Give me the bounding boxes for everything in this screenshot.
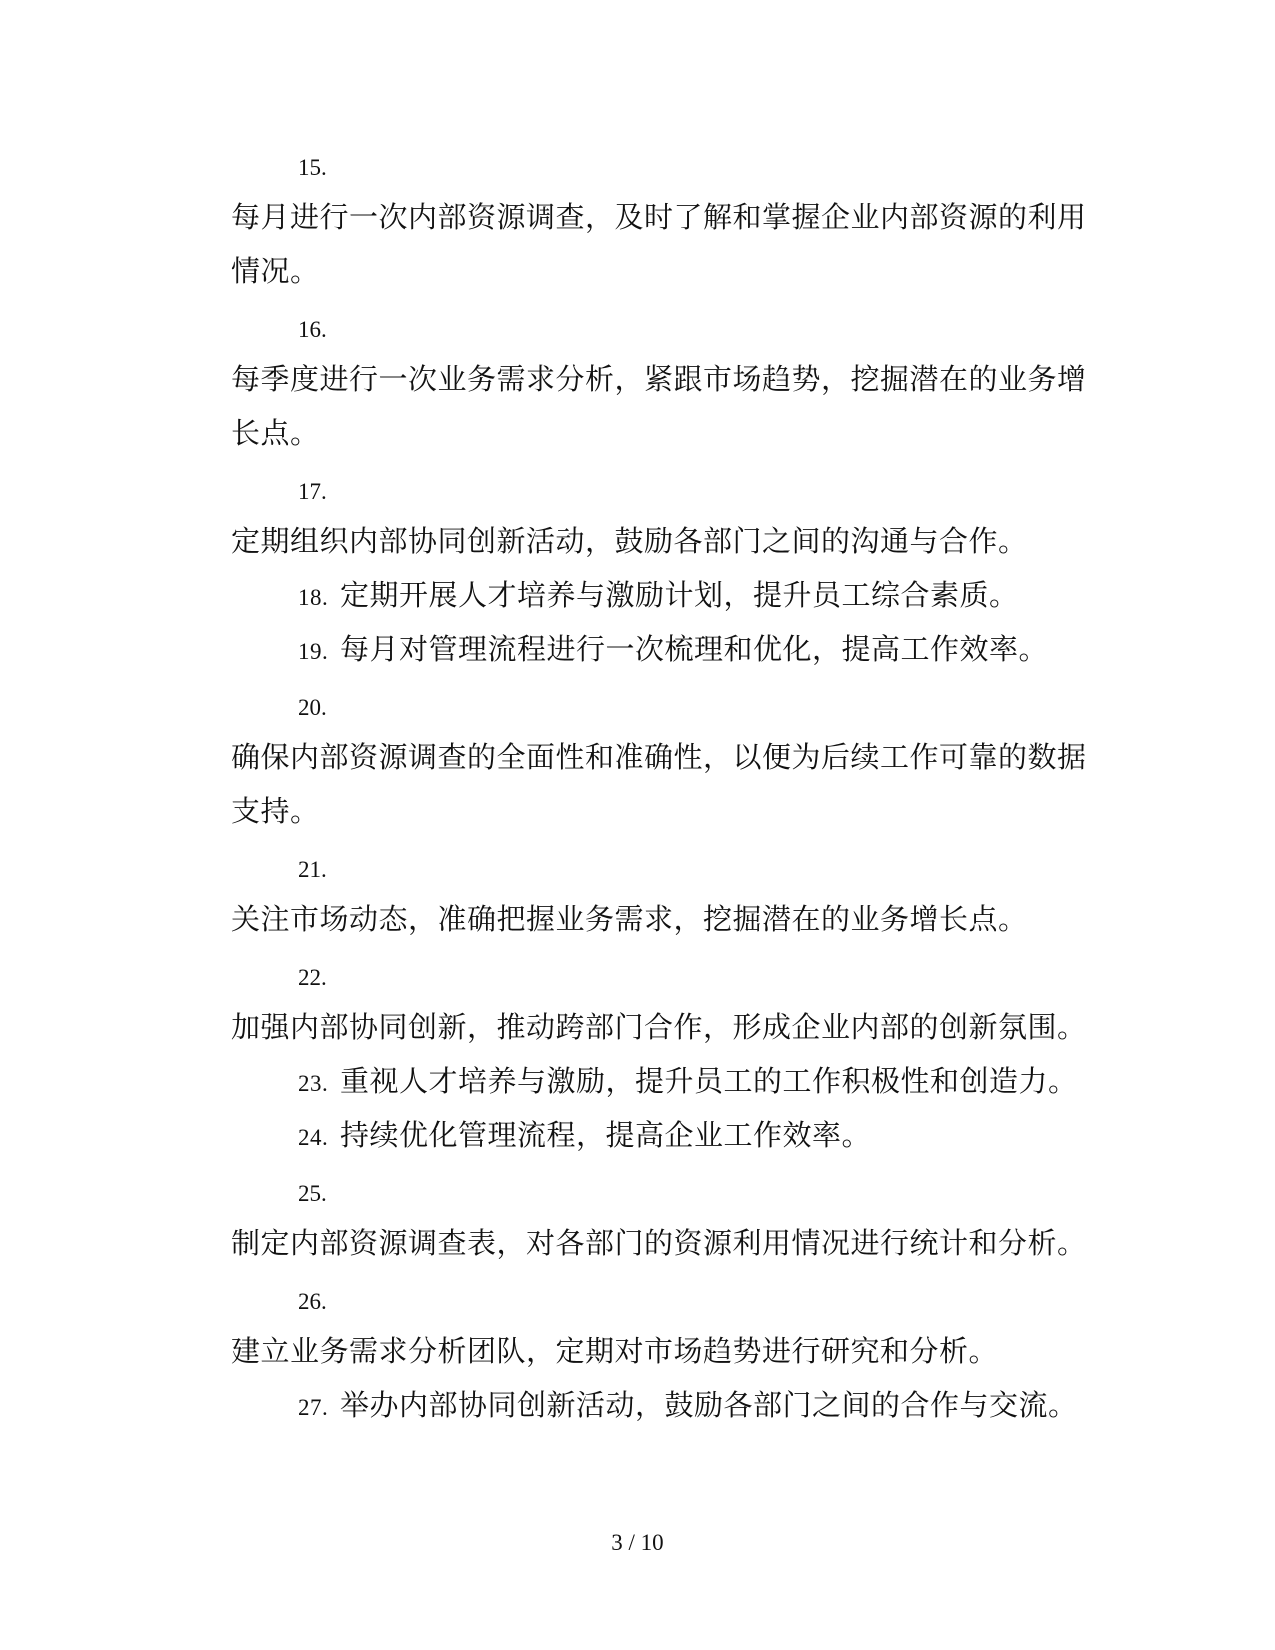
list-item bbox=[298, 632, 1049, 666]
item-number: 20. bbox=[298, 695, 327, 720]
paragraph-line: 关注市场动态，准确把握业务需求，挖掘潜在的业务增长点。 bbox=[231, 902, 1028, 936]
paragraph-line: 定期组织内部协同创新活动，鼓励各部门之间的沟通与合作。 bbox=[231, 524, 1028, 558]
item-number: 19. bbox=[298, 639, 329, 664]
list-item-text: 举办内部协同创新活动，鼓励各部门之间的合作与交流。 bbox=[340, 1388, 1078, 1422]
item-number: 25. bbox=[298, 1181, 327, 1206]
item-number: 26. bbox=[298, 1289, 327, 1314]
list-item-text: 每月对管理流程进行一次梳理和优化，提高工作效率。 bbox=[340, 632, 1049, 666]
paragraph-line: 长点。 bbox=[231, 416, 320, 450]
item-number: 15. bbox=[298, 155, 327, 180]
item-number: 27. bbox=[298, 1395, 329, 1420]
paragraph-line: 支持。 bbox=[231, 794, 320, 828]
list-item bbox=[298, 1064, 1078, 1098]
list-item-text: 重视人才培养与激励，提升员工的工作积极性和创造力。 bbox=[340, 1064, 1078, 1098]
list-item bbox=[298, 1388, 1078, 1422]
list-item bbox=[298, 1118, 872, 1152]
item-number: 23. bbox=[298, 1071, 329, 1096]
item-number: 16. bbox=[298, 317, 327, 342]
page-number: 3 / 10 bbox=[611, 1530, 664, 1555]
item-number: 17. bbox=[298, 479, 327, 504]
item-number: 24. bbox=[298, 1125, 329, 1150]
list-item-text: 定期开展人才培养与激励计划，提升员工综合素质。 bbox=[340, 578, 1019, 612]
paragraph-line: 确保内部资源调查的全面性和准确性，以便为后续工作可靠的数据 bbox=[231, 740, 1087, 774]
paragraph-line: 加强内部协同创新，推动跨部门合作，形成企业内部的创新氛围。 bbox=[231, 1010, 1087, 1044]
list-item bbox=[298, 578, 1019, 612]
list-item-text: 持续优化管理流程，提高企业工作效率。 bbox=[340, 1118, 872, 1152]
paragraph-line: 建立业务需求分析团队，定期对市场趋势进行研究和分析。 bbox=[231, 1334, 999, 1368]
item-number: 22. bbox=[298, 965, 327, 990]
paragraph-line: 制定内部资源调查表，对各部门的资源利用情况进行统计和分析。 bbox=[231, 1226, 1087, 1260]
item-number: 21. bbox=[298, 857, 327, 882]
paragraph-line: 每月进行一次内部资源调查，及时了解和掌握企业内部资源的利用 bbox=[231, 200, 1087, 234]
paragraph-line: 情况。 bbox=[231, 254, 320, 288]
paragraph-line: 每季度进行一次业务需求分析，紧跟市场趋势，挖掘潜在的业务增 bbox=[231, 362, 1087, 396]
item-number: 18. bbox=[298, 585, 329, 610]
